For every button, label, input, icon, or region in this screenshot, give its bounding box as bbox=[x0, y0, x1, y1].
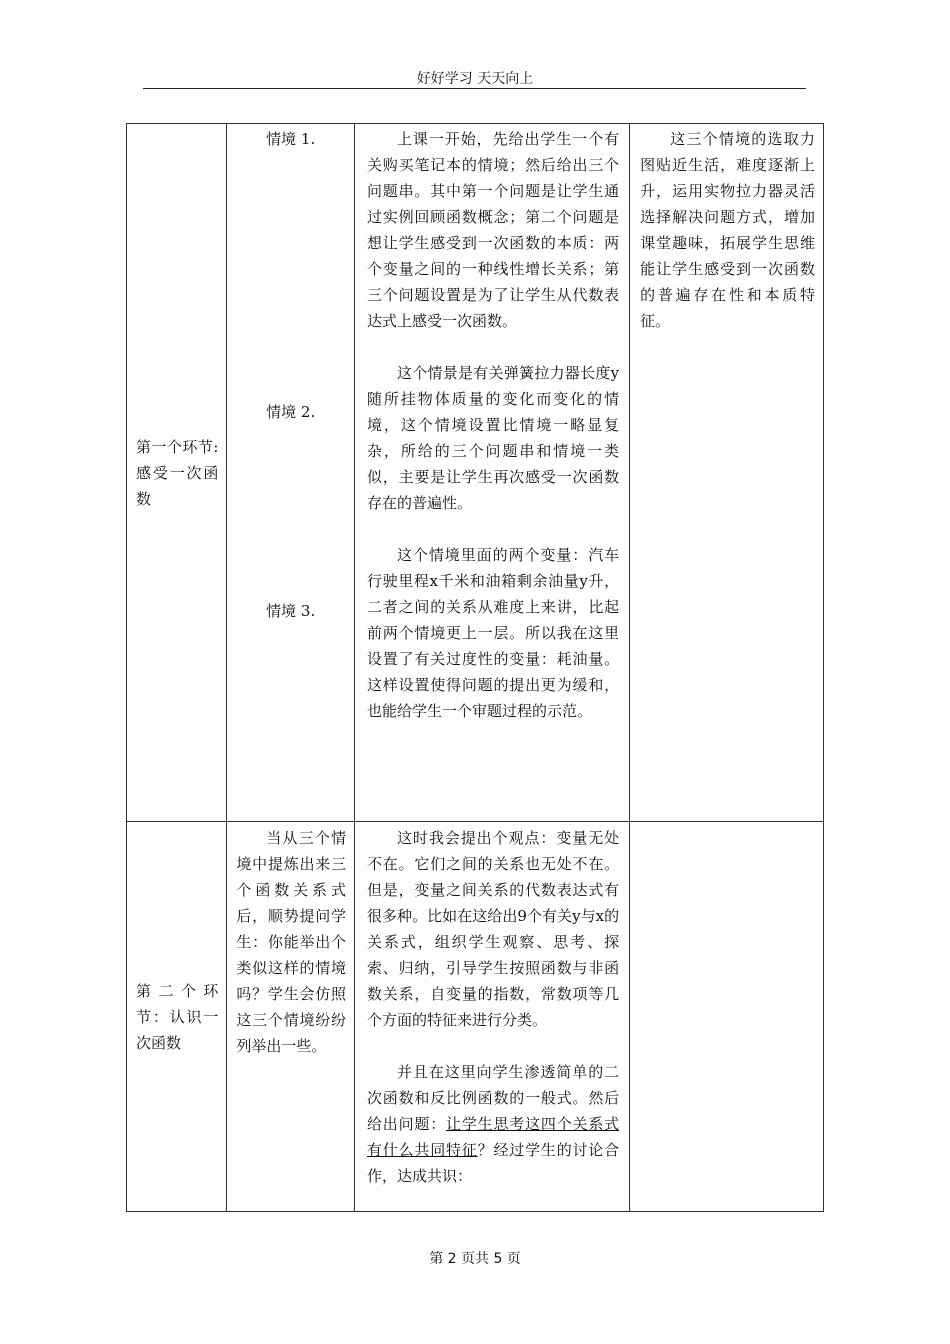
paragraph: 这个情景是有关弹簧拉力器长度y随所挂物体质量的变化而变化的情境，这个情境设置比情境一略显复杂，所给的三个问题串和情境一类似，主要是让学生再次感受一次函数存在的普遍性。 bbox=[366, 364, 620, 512]
page-header: 好好学习 天天向上 bbox=[416, 71, 534, 87]
stage-cell: 第一个环节:感受一次函数 bbox=[127, 124, 227, 822]
scenario-label: 情境 1. bbox=[266, 130, 316, 148]
paragraph-tail: ？经过学生的讨论合作，达成共识： bbox=[366, 1141, 620, 1185]
note-cell bbox=[630, 124, 824, 822]
paragraph: 这时我会提出个观点：变量无处不在。它们之间的关系也无处不在。但是，变量之间关系的代数表达式有很多种。比如在这给出9个有关y与x的关系式，组织学生观察、思考、探索、归纳，引导学生按照函数与非函数关系，自变量的指数，常数项等几个方面的特征来进行分类。 bbox=[366, 829, 620, 1029]
underlined-question: 让学生思考这四个关系式有什么共同特征 bbox=[366, 1115, 620, 1159]
description-cell bbox=[354, 124, 629, 822]
paragraph: 这个情境里面的两个变量：汽车行驶里程x千米和油箱剩余油量y升，二者之间的关系从难度上来讲，比起前两个情境更上一层。所以我在这里设置了有关过度性的变量：耗油量。这样设置使得问题的提出更为缓和，也能给学生一个审题过程的示范。 bbox=[366, 546, 620, 720]
paragraph: 上课一开始，先给出学生一个有关购买笔记本的情境；然后给出三个问题串。其中第一个问题是让学生通过实例回顾函数概念；第二个问题是想让学生感受到一次函数的本质：两个变量之间的一种线性增长关系；第三个问题设置是为了让学生从代数表达式上感受一次函数。 bbox=[366, 130, 620, 330]
activity-text: 当从三个情境中提炼出来三个函数关系式后，顺势提问学生：你能举出个类似这样的情境吗？学生会仿照这三个情境纷纷列举出一些。 bbox=[236, 829, 346, 1055]
scenario-label: 情境 3. bbox=[266, 602, 316, 620]
table-row bbox=[127, 124, 824, 822]
description-cell bbox=[354, 822, 629, 1212]
scenario-cell bbox=[227, 124, 355, 822]
lesson-table bbox=[126, 123, 824, 1212]
design-note: 这三个情境的选取力图贴近生活，难度逐渐上升，运用实物拉力器灵活选择解决问题方式，增加课堂趣味，拓展学生思维能让学生感受到一次函数的普遍存在性和本质特征。 bbox=[640, 130, 815, 330]
stage-cell: 第二个环节：认识一次函数 bbox=[127, 822, 227, 1212]
table-row bbox=[127, 822, 824, 1212]
paragraph-text: 并且在这里向学生渗透简单的二次函数和反比例函数的一般式。然后给出问题： bbox=[366, 1063, 620, 1133]
header-rule bbox=[143, 88, 806, 89]
note-cell bbox=[630, 822, 824, 1212]
paragraph bbox=[367, 1059, 619, 1189]
scenario-label: 情境 2. bbox=[266, 403, 316, 421]
activity-cell bbox=[227, 822, 355, 1212]
page-footer: 第 2 页共 5 页 bbox=[429, 1251, 521, 1267]
